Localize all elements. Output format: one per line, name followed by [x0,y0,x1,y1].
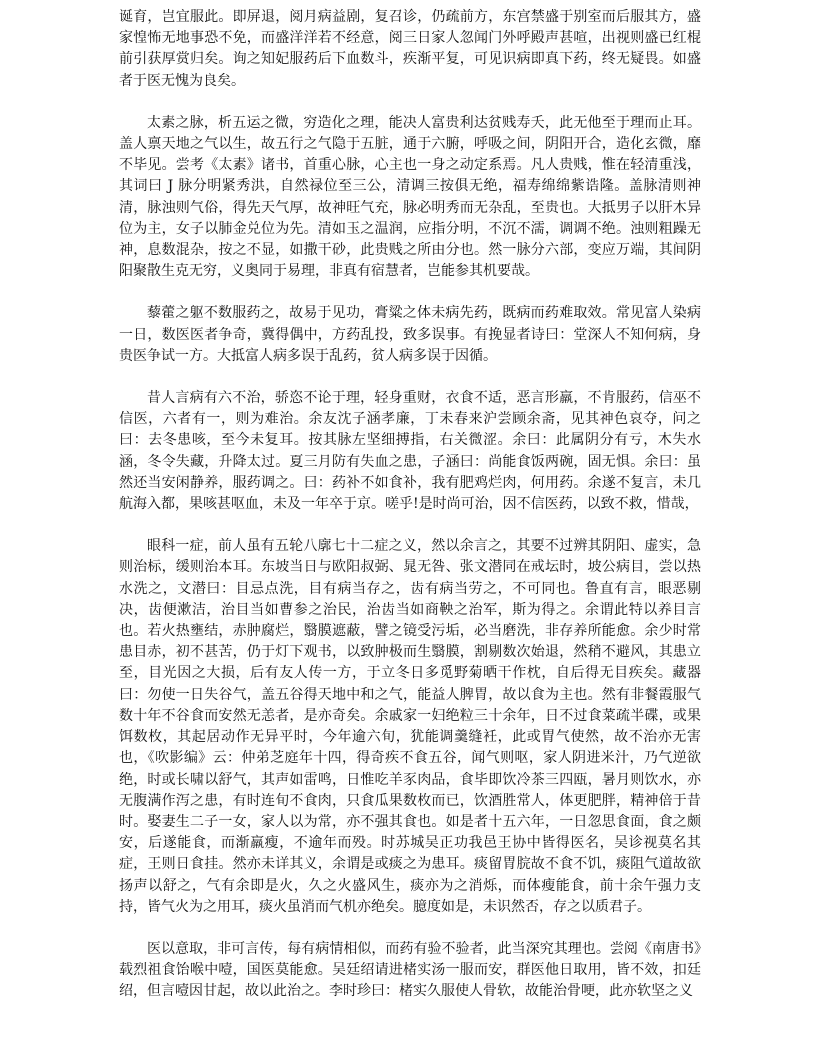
paragraph-rich-poor-medicine: 藜藿之躯不数服药之，故易于见功，膏粱之体未病先药，既病而药难取效。常见富人染病一日，数医医者争奇，冀得偶中，方药乱投，致多误事。有挽显者诗曰：堂深人不知何病，身贵医争试一方。大抵富人病多误于乱药，贫人病多误于因循。 [119,305,701,364]
paragraph-taisu-pulse: 太素之脉，析五运之微，穷造化之理，能决人富贵利达贫贱寿夭，此无他至于理而止耳。盖人禀天地之气以生，故五行之气隐于五脏，通于六腑，呼吸之间，阴阳开合，造化玄微，靡不毕见。尝考《太素》诸书，首重心脉，心主也一身之动定系焉。凡人贵贱，惟在轻清重浅，其词曰 J 脉分明紧秀洪，自然禄位至三公，清调三按俱无绝，福寿绵绵紫诰隆。盖脉清则神清，脉浊则气俗，得先天气厚，故神旺气充，脉必明秀而无杂乱，至贵也。大抵男子以肝木异位为主，女子以肺金兑位为先。清如玉之温润，应指分明，不沉不濡，调调不绝。浊则粗躁无神，息数混杂，按之不显，如撒干砂，此贵贱之所由分也。然一脉分六部，变应万端，其间阴阳聚散生克无穷，义奥同于易理，非真有宿慧者，岂能参其机要哉。 [119,114,701,280]
paragraph-medicine-intent: 医以意取，非可言传，每有病情相似，而药有验不验者，此当深究其理也。尝阅《南唐书》载烈祖食饴喉中噎，国医莫能愈。吴廷绍请进楮实汤一服而安，群医他日取用，皆不效，扣廷绍，但言噎因甘起，故以此治之。李时珍曰：楮实久服使人骨软，故能治骨哽，此亦软坚之义 [119,940,701,1000]
paragraph-continued: 诞育，岂宜服此。即屏退，阅月病益剧，复召诊，仍疏前方，东宫禁盛于别室而后服其方，盛家惶怖无地事恐不免，而盛洋洋若不经意，阅三日家人忽闻门外呼殿声甚喧，出视则盛已红棍前引获厚赏归矣。询之知妃服药后下血数斗，疾渐平复，可见识病即真下药，终无疑畏。如盛者于医无愧为良矣。 [119,9,701,89]
paragraph-six-incurables: 昔人言病有六不治，骄恣不论于理，轻身重财，衣食不适，恶言形羸，不肯服药，信巫不信医，六者有一，则为难治。余友沈子涵孝廉，丁未春来沪尝顾余斋，见其神色哀夺，问之曰：去冬患咳，至今未复耳。按其脉左坚细搏指，右关微涩。余曰：此属阴分有亏，木失水涵，冬令失藏，升降太过。夏三月防有失血之患，子涵曰：尚能食饭两碗，固无惧。余曰：虽然还当安闲静养，服药调之。曰：药补不如食补，我有肥鸡烂肉，何用药。余遂不复言，未几航海入都，果咳甚呕血，未及一年卒于京。嗟乎!是时尚可治，因不信医药，以致不救，惜哉， [119,390,701,513]
document-page [119,7,701,1024]
paragraph-ophthalmology: 眼科一症，前人虽有五轮八廓七十二症之义，然以余言之，其要不过辨其阴阳、虚实，急则治标，缓则治本耳。东坡当日与欧阳叔弼、晁无咎、张文潜同在戒坛时，坡公病目，尝以热水洗之，文潜曰：目忌点洗，目有病当存之，齿有病当劳之，不可同也。鲁直有言，眼恶剔决，齿便漱洁，治目当如曹参之治民，治齿当如商鞅之治军，斯为得之。余谓此特以养目言也。若火热壅结，赤肿腐烂，翳膜遮蔽，譬之镜受污垢，必当磨洗，非存养所能愈。余少时常患目赤，初不甚苦，仍于灯下观书，以致肿极而生翳膜，割剔数次始退，然稍不避风，其患立至，目光因之大损，后有友人传一方，于立冬日多觅野菊晒干作枕，自后得无目疾矣。藏器曰：勿使一日失谷气，盖五谷得天地中和之气，能益人脾胃，故以食为主也。然有非餐霞服气数十年不谷食而安然无恙者，是亦奇矣。余戚家一妇绝粒三十余年，日不过食菜疏半碟，或果饵数枚，其起居动作无异平时，今年逾六旬，犹能调羹缝衽，此或胃气使然，故不治亦无害也，《吹影编》云：仲弟芝庭年十四，得奇疾不食五谷，闻气则呕，家人阴进米汁，乃气逆欲绝，时或长啸以舒气，其声如雷鸣，日惟吃羊豕肉品，食毕即饮冷茶三四瓯，暑月则饮水，亦无腹满作泻之患，有时连旬不食肉，只食瓜果数枚而已，饮酒胜常人，体更肥胖，精神倍于昔时。娶妻生二子一女，家人以为常，亦不强其食也。如是者十五六年，一日忽思食面，食之颇安，后遂能食，而渐羸瘦，不逾年而殁。时苏城吴正功我邑王协中皆得医名，吴诊视莫名其症，王则日食挂。然亦未详其义，余谓是或痰之为患耳。痰留胃脘故不食不饥，痰阻气道故欲扬声以舒之，气有余即是火，久之火盛风生，痰亦为之消烁，而体瘦能食，前十余午强力支持，皆气火为之用耳，痰火虽消而气机亦绝矣。臆度如是，未识然否，存之以质君子。 [119,538,701,915]
